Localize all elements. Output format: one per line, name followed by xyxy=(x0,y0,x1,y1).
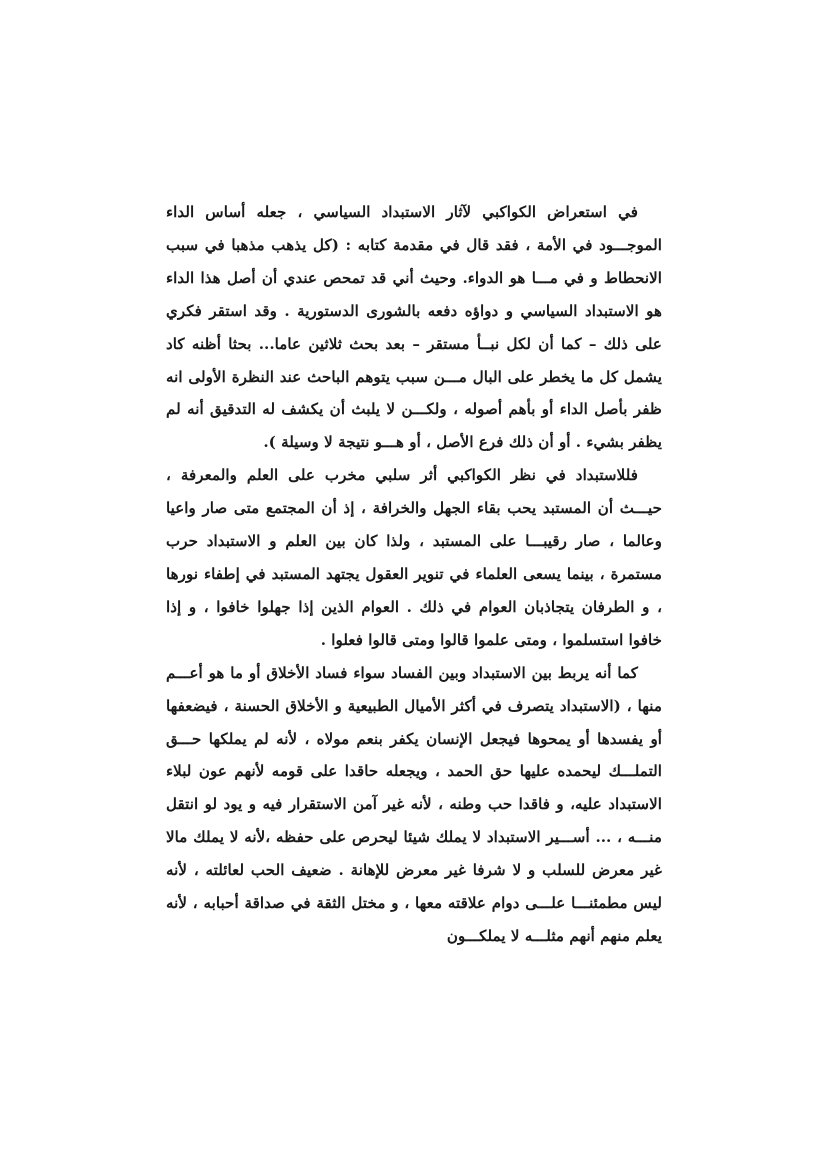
paragraph-2: فللاستبداد في نظر الكواكبي أثر سلبي مخرب على العلم والمعرفة ، حيـــث أن المستبد يحب بقاء الجهل والخرافة ، إذ أن المجتمع متى صار واعيا وعالما ، صار رقيبـــا على المستبد ، ولذا كان بين العلم و الاستبداد حرب مستمرة ، بينما يسعى العلماء في تنوير العقول يجتهد المستبد في إطفاء نورها ، و الطرفان يتجاذبان العوام في ذلك . العوام الذين إذا جهلوا خافوا ، و إذا خافوا استسلموا ، ومتى علموا قالوا ومتى قالوا فعلوا . xyxy=(166,466,662,649)
paragraph-1: في استعراض الكواكبي لآثار الاستبداد السياسي ، جعله أساس الداء الموجـــود في الأمة ، فقد قال في مقدمة كتابه : (كل يذهب مذهبا في سبب الانحطاط و في مـــا هو الدواء. وحيث أني قد تمحص عندي أن أصل هذا الداء هو الاستبداد السياسي و دواؤه دفعه بالشورى الدستورية . وقد استقر فكري على ذلك – كما أن لكل نبــأ مستقر – بعد بحث ثلاثين عاما... بحثا أظنه كاد يشمل كل ما يخطر على البال مـــن سبب يتوهم الباحث عند النظرة الأولى انه ظفر بأصل الداء أو بأهم أصوله ، ولكـــن لا يلبث أن يكشف له التدقيق أنه لم يظفر بشيء . أو أن ذلك فرع الأصل ، أو هـــو نتيجة لا وسيلة ). xyxy=(166,203,662,452)
paragraph-3: كما أنه يربط بين الاستبداد وبين الفساد سواء فساد الأخلاق أو ما هو أعـــم منها ، (الاستبداد يتصرف في أكثر الأميال الطبيعية و الأخلاق الحسنة ، فيضعفها أو يفسدها أو يمحوها فيجعل الإنسان يكفر بنعم مولاه ، لأنه لم يملكها حـــق التملـــك ليحمده عليها حق الحمد ، ويجعله حاقدا على قومه لأنهم عون لبلاء الاستبداد عليه، و فاقدا حب وطنه ، لأنه غير آمن الاستقرار فيه و يود لو انتقل منـــه ، ... أســـير الاستبداد لا يملك شيئا ليحرص على حفظه ،لأنه لا يملك مالا غير معرض للسلب و لا شرفا غير معرض للإهانة . ضعيف الحب لعائلته ، لأنه ليس مطمئنـــا علـــى دوام علاقته معها ، و مختل الثقة في صداقة أحبابه ، لأنه يعلم منهم أنهم مثلـــه لا يملكـــون xyxy=(166,663,662,945)
body-text xyxy=(166,196,662,953)
